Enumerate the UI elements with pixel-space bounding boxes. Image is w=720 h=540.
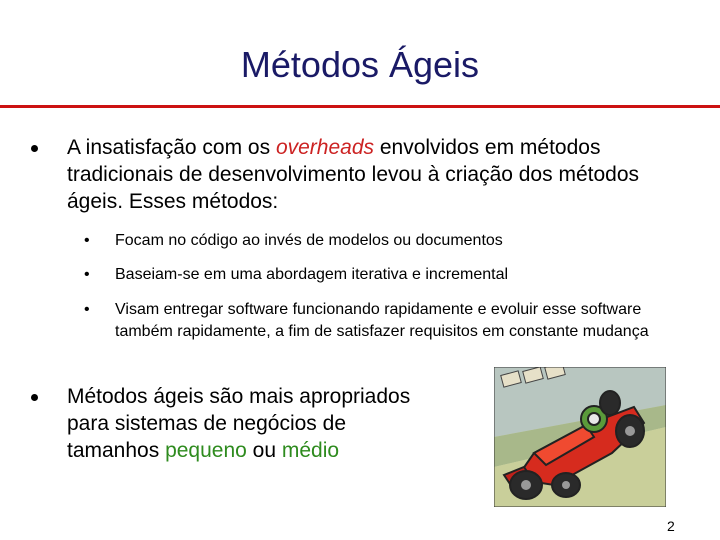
- sub-bullet-1: Focam no código ao invés de modelos ou documentos: [115, 232, 503, 249]
- page-number: 2: [667, 518, 675, 534]
- bullet-2-text: [67, 383, 415, 464]
- bullet-2-middle: ou: [246, 439, 282, 462]
- bullet-1-before: A insatisfação com os: [67, 136, 276, 159]
- medium-size-highlight: médio: [281, 439, 340, 462]
- sub-bullet-2: Baseiam-se em uma abordagem iterativa e incremental: [115, 266, 509, 283]
- sub-bullet-marker-1: •: [84, 232, 90, 249]
- title-divider: [0, 105, 720, 108]
- sub-bullet-marker-2: •: [84, 266, 90, 283]
- bullet-marker-2: [31, 394, 38, 401]
- bullet-1-text: [67, 134, 697, 215]
- bullet-2-before: Métodos ágeis são mais apropriados para sistemas de negócios de tamanhos: [67, 385, 411, 462]
- slide-title: Métodos Ágeis: [240, 44, 480, 85]
- bullet-1-after: envolvidos em métodos tradicionais de desenvolvimento levou à criação dos métodos ágeis. Esses métodos:: [67, 136, 639, 213]
- small-size-highlight: pequeno: [165, 439, 247, 462]
- sub-bullet-3: Visam entregar software funcionando rapidamente e evoluir esse software também rapidamente, a fim de satisfazer requisitos em constante mudança: [115, 301, 649, 340]
- bullet-marker-1: [31, 145, 38, 152]
- race-car-clipart-icon: [494, 367, 666, 507]
- sub-bullet-marker-3: •: [84, 301, 90, 318]
- overheads-highlight: overheads: [275, 136, 375, 159]
